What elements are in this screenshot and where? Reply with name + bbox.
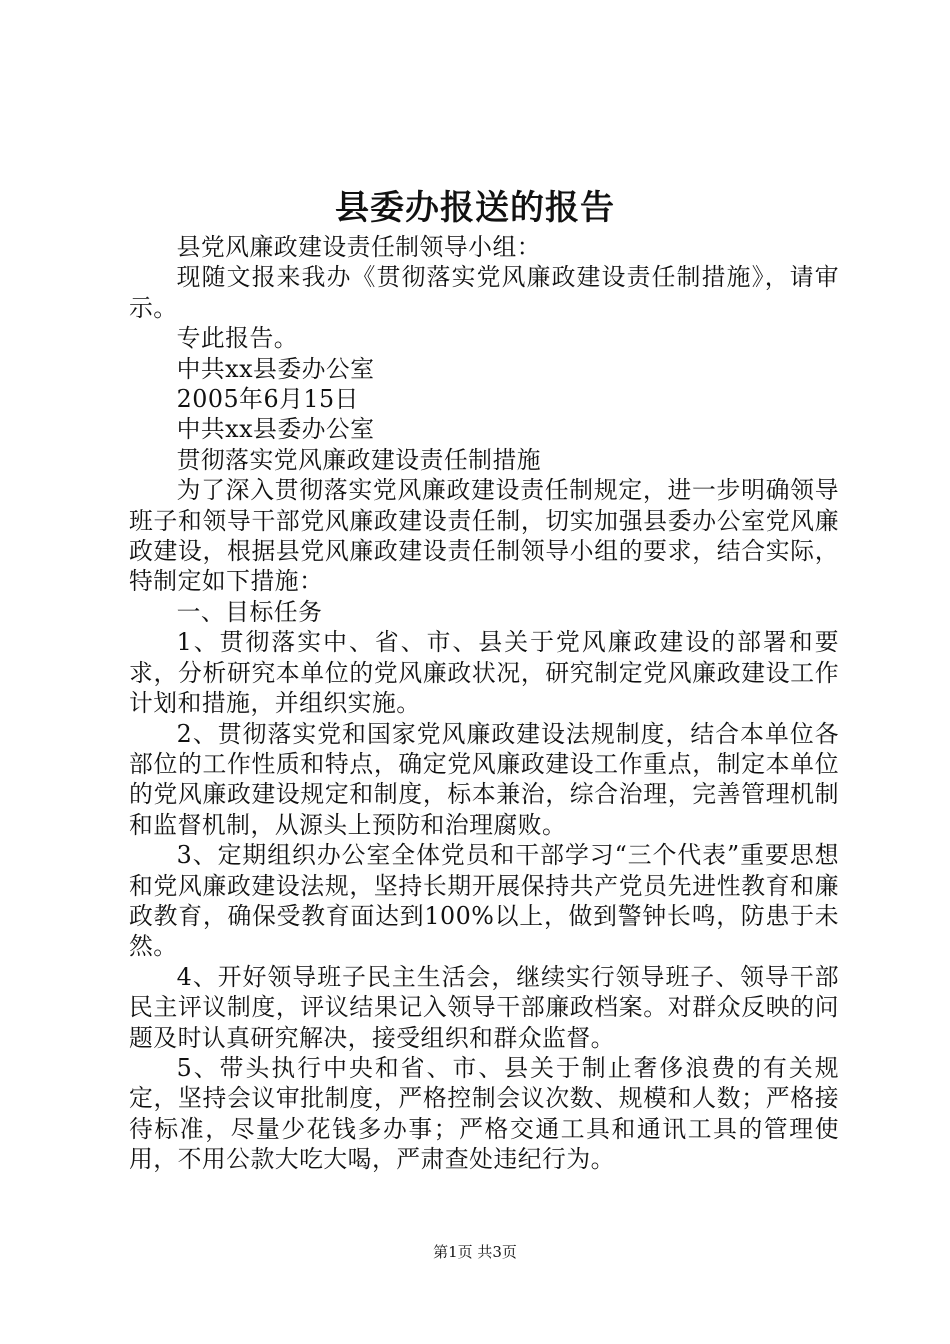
list-item: 5、带头执行中央和省、市、县关于制止奢侈浪费的有关规定，坚持会议审批制度，严格控制会议次数、规模和人数；严格接待标准，尽量少花钱多办事；严格交通工具和通讯工具的管理使用，不用公款大吃大喝，严肃查处违纪行为。 [129, 1053, 839, 1174]
paragraph: 现随文报来我办《贯彻落实党风廉政建设责任制措施》，请审示。 [129, 263, 839, 322]
list-item: 3、定期组织办公室全体党员和干部学习“三个代表”重要思想和党风廉政建设法规，坚持长期开展保持共产党员先进性教育和廉政教育，确保受教育面达到100%以上，做到警钟长鸣，防患于未然。 [129, 841, 839, 961]
paragraph: 为了深入贯彻落实党风廉政建设责任制规定，进一步明确领导班子和领导干部党风廉政建设责任制，切实加强县委办公室党风廉政建设，根据县党风廉政建设责任制领导小组的要求，结合实际，特制定如下措施： [129, 476, 839, 596]
section-title: 贯彻落实党风廉政建设责任制措施 [176, 445, 542, 474]
sender: 中共xx县委办公室 [176, 354, 375, 383]
document-body [129, 232, 839, 1175]
list-item: 1、贯彻落实中、省、市、县关于党风廉政建设的部署和要求，分析研究本单位的党风廉政状况，研究制定党风廉政建设工作计划和措施，并组织实施。 [129, 628, 839, 718]
section-heading: 一、目标任务 [176, 597, 323, 626]
page-footer: 第1页 共3页 [433, 1243, 517, 1261]
paragraph: 专此报告。 [176, 324, 299, 353]
list-item: 4、开好领导班子民主生活会，继续实行领导班子、领导干部民主评议制度，评议结果记入领导干部廉政档案。对群众反映的问题及时认真研究解决，接受组织和群众监督。 [129, 962, 839, 1052]
document-title: 县委办报送的报告 [335, 188, 615, 228]
salutation: 县党风廉政建设责任制领导小组： [176, 233, 542, 261]
sender: 中共xx县委办公室 [176, 415, 375, 444]
list-item: 2、贯彻落实党和国家党风廉政建设法规制度，结合本单位各部位的工作性质和特点，确定党风廉政建设工作重点，制定本单位的党风廉政建设规定和制度，标本兼治，综合治理，完善管理机制和监督机制，从源头上预防和治理腐败。 [129, 719, 839, 839]
date: 2005年6月15日 [176, 385, 359, 414]
